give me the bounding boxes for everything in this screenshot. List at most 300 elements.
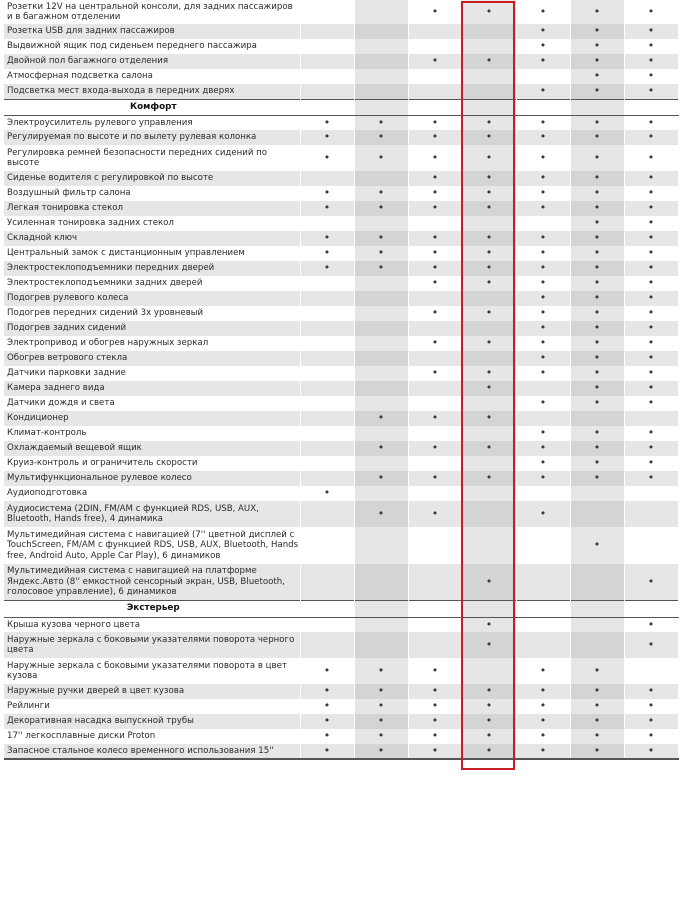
section-spacer-cell — [354, 600, 408, 617]
availability-dot: • — [354, 130, 408, 145]
availability-dot: • — [354, 658, 408, 684]
feature-name: Сиденье водителя с регулировкой по высоте — [4, 171, 300, 186]
availability-empty — [408, 216, 462, 231]
availability-dot: • — [300, 231, 354, 246]
availability-dot: • — [624, 231, 678, 246]
availability-dot: • — [300, 714, 354, 729]
availability-empty — [462, 486, 516, 501]
availability-dot: • — [408, 145, 462, 171]
availability-dot: • — [408, 201, 462, 216]
availability-empty — [462, 501, 516, 527]
availability-empty — [462, 396, 516, 411]
feature-row — [4, 321, 678, 336]
availability-dot: • — [570, 527, 624, 564]
availability-dot: • — [516, 744, 570, 759]
availability-dot: • — [570, 171, 624, 186]
availability-dot: • — [516, 130, 570, 145]
feature-row — [4, 486, 678, 501]
availability-empty — [408, 617, 462, 632]
availability-dot: • — [516, 39, 570, 54]
availability-dot: • — [408, 501, 462, 527]
availability-dot: • — [570, 69, 624, 84]
feature-row — [4, 216, 678, 231]
availability-dot: • — [624, 0, 678, 24]
feature-row — [4, 336, 678, 351]
availability-dot: • — [624, 69, 678, 84]
availability-empty — [516, 381, 570, 396]
availability-empty — [516, 486, 570, 501]
availability-dot: • — [354, 471, 408, 486]
availability-empty — [570, 632, 624, 658]
availability-dot: • — [408, 276, 462, 291]
availability-dot: • — [354, 699, 408, 714]
feature-row — [4, 291, 678, 306]
availability-dot: • — [408, 115, 462, 130]
availability-dot: • — [408, 658, 462, 684]
availability-empty — [354, 39, 408, 54]
availability-dot: • — [624, 201, 678, 216]
availability-dot: • — [354, 145, 408, 171]
section-spacer-cell — [570, 600, 624, 617]
feature-row — [4, 231, 678, 246]
availability-dot: • — [462, 744, 516, 759]
availability-dot: • — [516, 441, 570, 456]
availability-dot: • — [624, 632, 678, 658]
section-spacer-cell — [516, 99, 570, 115]
availability-dot: • — [462, 261, 516, 276]
availability-dot: • — [516, 115, 570, 130]
availability-empty — [624, 658, 678, 684]
availability-empty — [300, 24, 354, 39]
feature-name: Кондиционер — [4, 411, 300, 426]
availability-empty — [300, 617, 354, 632]
availability-dot: • — [624, 216, 678, 231]
availability-dot: • — [624, 115, 678, 130]
availability-dot: • — [462, 0, 516, 24]
availability-dot: • — [462, 684, 516, 699]
section-spacer-cell — [462, 600, 516, 617]
availability-dot: • — [570, 456, 624, 471]
availability-dot: • — [624, 729, 678, 744]
availability-empty — [462, 39, 516, 54]
feature-row — [4, 130, 678, 145]
availability-dot: • — [408, 744, 462, 759]
availability-dot: • — [408, 714, 462, 729]
availability-empty — [300, 216, 354, 231]
feature-row — [4, 744, 678, 759]
feature-name: Мультимедийная система с навигацией (7'' цветной дисплей с TouchScreen, FM/AM с функцией RDS, USB, AUX, Bluetooth, Hands free, Android Auto, Apple Car Play), 6 динамиков — [4, 527, 300, 564]
availability-dot: • — [354, 261, 408, 276]
availability-empty — [300, 321, 354, 336]
availability-empty — [462, 69, 516, 84]
feature-row — [4, 617, 678, 632]
availability-dot: • — [516, 396, 570, 411]
feature-name: Розетки 12V на центральной консоли, для задних пассажиров и в багажном отделении — [4, 0, 300, 24]
availability-dot: • — [624, 276, 678, 291]
availability-dot: • — [354, 744, 408, 759]
availability-empty — [354, 381, 408, 396]
feature-name: Крыша кузова черного цвета — [4, 617, 300, 632]
feature-row — [4, 306, 678, 321]
availability-empty — [354, 366, 408, 381]
availability-dot: • — [462, 632, 516, 658]
availability-empty — [300, 84, 354, 99]
availability-dot: • — [570, 24, 624, 39]
availability-dot: • — [462, 115, 516, 130]
feature-row — [4, 54, 678, 69]
availability-dot: • — [354, 115, 408, 130]
availability-dot: • — [300, 729, 354, 744]
availability-dot: • — [624, 471, 678, 486]
availability-empty — [354, 69, 408, 84]
availability-dot: • — [516, 201, 570, 216]
availability-dot: • — [516, 456, 570, 471]
feature-row — [4, 396, 678, 411]
availability-dot: • — [462, 145, 516, 171]
feature-row — [4, 441, 678, 456]
availability-dot: • — [516, 501, 570, 527]
availability-empty — [300, 0, 354, 24]
availability-dot: • — [300, 261, 354, 276]
availability-dot: • — [408, 54, 462, 69]
section-spacer-cell — [300, 99, 354, 115]
availability-empty — [300, 501, 354, 527]
availability-empty — [408, 321, 462, 336]
availability-empty — [570, 501, 624, 527]
availability-empty — [354, 456, 408, 471]
availability-empty — [300, 426, 354, 441]
availability-dot: • — [570, 115, 624, 130]
availability-empty — [408, 527, 462, 564]
feature-row — [4, 456, 678, 471]
availability-dot: • — [300, 684, 354, 699]
availability-dot: • — [300, 130, 354, 145]
availability-empty — [624, 411, 678, 426]
feature-name: Датчики парковки задние — [4, 366, 300, 381]
availability-dot: • — [354, 246, 408, 261]
availability-empty — [516, 411, 570, 426]
feature-name: Подсветка мест входа-выхода в передних дверях — [4, 84, 300, 99]
feature-name: Аудиоподготовка — [4, 486, 300, 501]
availability-dot: • — [570, 186, 624, 201]
availability-empty — [354, 564, 408, 600]
availability-dot: • — [624, 617, 678, 632]
availability-dot: • — [300, 186, 354, 201]
feature-row — [4, 527, 678, 564]
availability-dot: • — [624, 306, 678, 321]
availability-dot: • — [516, 714, 570, 729]
availability-dot: • — [516, 471, 570, 486]
availability-dot: • — [516, 366, 570, 381]
availability-dot: • — [462, 699, 516, 714]
availability-dot: • — [570, 130, 624, 145]
availability-empty — [624, 527, 678, 564]
availability-dot: • — [516, 351, 570, 366]
feature-row — [4, 351, 678, 366]
feature-row — [4, 115, 678, 130]
feature-row — [4, 186, 678, 201]
feature-name: Климат-контроль — [4, 426, 300, 441]
availability-dot: • — [624, 336, 678, 351]
availability-empty — [354, 396, 408, 411]
availability-dot: • — [516, 658, 570, 684]
availability-dot: • — [624, 744, 678, 759]
feature-name: Центральный замок с дистанционным управлением — [4, 246, 300, 261]
feature-name: Электропривод и обогрев наружных зеркал — [4, 336, 300, 351]
availability-empty — [300, 564, 354, 600]
availability-dot: • — [408, 336, 462, 351]
availability-dot: • — [570, 426, 624, 441]
feature-name: Охлаждаемый вещевой ящик — [4, 441, 300, 456]
availability-empty — [462, 84, 516, 99]
feature-name: Рейлинги — [4, 699, 300, 714]
availability-empty — [300, 69, 354, 84]
availability-empty — [462, 216, 516, 231]
feature-name: Мультифункциональное рулевое колесо — [4, 471, 300, 486]
availability-empty — [408, 632, 462, 658]
feature-row — [4, 39, 678, 54]
availability-dot: • — [516, 276, 570, 291]
feature-row — [4, 201, 678, 216]
availability-dot: • — [408, 130, 462, 145]
feature-row — [4, 564, 678, 600]
feature-row — [4, 699, 678, 714]
availability-empty — [462, 658, 516, 684]
feature-name: Круиз-контроль и ограничитель скорости — [4, 456, 300, 471]
availability-empty — [462, 24, 516, 39]
availability-empty — [300, 527, 354, 564]
feature-name: Наружные зеркала с боковыми указателями поворота в цвет кузова — [4, 658, 300, 684]
feature-row — [4, 714, 678, 729]
section-spacer-cell — [354, 99, 408, 115]
feature-name: Подогрев рулевого колеса — [4, 291, 300, 306]
feature-row — [4, 261, 678, 276]
availability-empty — [300, 39, 354, 54]
equipment-table-container — [4, 0, 678, 760]
section-spacer-cell — [570, 99, 624, 115]
availability-empty — [300, 471, 354, 486]
feature-name: Подогрев задних сидений — [4, 321, 300, 336]
availability-dot: • — [300, 658, 354, 684]
feature-name: Атмосферная подсветка салона — [4, 69, 300, 84]
section-header-row — [4, 600, 678, 617]
feature-name: Складной ключ — [4, 231, 300, 246]
availability-empty — [300, 336, 354, 351]
availability-dot: • — [624, 130, 678, 145]
availability-empty — [354, 306, 408, 321]
availability-empty — [300, 456, 354, 471]
section-spacer-cell — [408, 600, 462, 617]
availability-empty — [624, 501, 678, 527]
feature-row — [4, 501, 678, 527]
availability-dot: • — [570, 471, 624, 486]
availability-empty — [300, 351, 354, 366]
availability-dot: • — [354, 186, 408, 201]
availability-empty — [408, 456, 462, 471]
availability-empty — [354, 527, 408, 564]
feature-name: Мультимедийная система с навигацией на платформе Яндекс.Авто (8'' емкостной сенсорный экран, USB, Bluetooth, голосовое управление), 6 динамиков — [4, 564, 300, 600]
availability-empty — [354, 426, 408, 441]
feature-name: Декоративная насадка выпускной трубы — [4, 714, 300, 729]
availability-dot: • — [570, 231, 624, 246]
availability-dot: • — [624, 186, 678, 201]
availability-dot: • — [516, 0, 570, 24]
availability-dot: • — [462, 471, 516, 486]
availability-dot: • — [354, 411, 408, 426]
availability-dot: • — [516, 291, 570, 306]
availability-empty — [570, 564, 624, 600]
availability-dot: • — [354, 231, 408, 246]
feature-row — [4, 171, 678, 186]
availability-dot: • — [570, 441, 624, 456]
availability-dot: • — [408, 246, 462, 261]
feature-name: Камера заднего вида — [4, 381, 300, 396]
availability-dot: • — [516, 171, 570, 186]
availability-dot: • — [462, 617, 516, 632]
availability-empty — [408, 351, 462, 366]
availability-dot: • — [408, 699, 462, 714]
availability-dot: • — [570, 351, 624, 366]
feature-row — [4, 471, 678, 486]
availability-empty — [300, 396, 354, 411]
availability-dot: • — [408, 441, 462, 456]
availability-dot: • — [570, 84, 624, 99]
availability-empty — [408, 69, 462, 84]
availability-dot: • — [624, 24, 678, 39]
availability-empty — [408, 84, 462, 99]
feature-name: Электроусилитель рулевого управления — [4, 115, 300, 130]
section-title: Комфорт — [4, 99, 300, 115]
feature-row — [4, 84, 678, 99]
availability-dot: • — [624, 84, 678, 99]
feature-name: 17'' легкосплавные диски Proton — [4, 729, 300, 744]
availability-dot: • — [408, 471, 462, 486]
feature-row — [4, 0, 678, 24]
availability-empty — [408, 396, 462, 411]
feature-row — [4, 145, 678, 171]
section-header-row — [4, 99, 678, 115]
availability-dot: • — [408, 306, 462, 321]
feature-name: Розетка USB для задних пассажиров — [4, 24, 300, 39]
feature-name: Легкая тонировка стекол — [4, 201, 300, 216]
feature-row — [4, 24, 678, 39]
availability-dot: • — [516, 84, 570, 99]
feature-name: Обогрев ветрового стекла — [4, 351, 300, 366]
availability-dot: • — [624, 145, 678, 171]
feature-name: Регулировка ремней безопасности передних сидений по высоте — [4, 145, 300, 171]
availability-dot: • — [462, 564, 516, 600]
availability-empty — [300, 276, 354, 291]
feature-row — [4, 684, 678, 699]
availability-dot: • — [354, 501, 408, 527]
availability-dot: • — [462, 336, 516, 351]
availability-dot: • — [570, 396, 624, 411]
feature-row — [4, 426, 678, 441]
availability-empty — [624, 486, 678, 501]
availability-empty — [516, 632, 570, 658]
availability-empty — [570, 411, 624, 426]
section-spacer-cell — [516, 600, 570, 617]
availability-dot: • — [624, 714, 678, 729]
feature-name: Наружные ручки дверей в цвет кузова — [4, 684, 300, 699]
availability-dot: • — [462, 231, 516, 246]
section-spacer-cell — [300, 600, 354, 617]
availability-dot: • — [300, 115, 354, 130]
availability-dot: • — [516, 426, 570, 441]
availability-empty — [300, 291, 354, 306]
availability-dot: • — [408, 261, 462, 276]
availability-dot: • — [516, 186, 570, 201]
feature-name: Воздушный фильтр салона — [4, 186, 300, 201]
availability-dot: • — [408, 171, 462, 186]
availability-dot: • — [570, 729, 624, 744]
availability-dot: • — [570, 699, 624, 714]
feature-row — [4, 729, 678, 744]
availability-dot: • — [570, 321, 624, 336]
availability-dot: • — [570, 366, 624, 381]
availability-dot: • — [570, 39, 624, 54]
availability-dot: • — [300, 145, 354, 171]
availability-empty — [354, 632, 408, 658]
availability-dot: • — [624, 396, 678, 411]
availability-dot: • — [570, 0, 624, 24]
availability-dot: • — [624, 54, 678, 69]
availability-dot: • — [354, 201, 408, 216]
availability-dot: • — [624, 261, 678, 276]
availability-empty — [354, 336, 408, 351]
availability-empty — [300, 171, 354, 186]
availability-empty — [462, 291, 516, 306]
availability-empty — [354, 54, 408, 69]
section-spacer-cell — [462, 99, 516, 115]
availability-dot: • — [354, 684, 408, 699]
availability-empty — [516, 527, 570, 564]
section-spacer-cell — [408, 99, 462, 115]
availability-dot: • — [570, 261, 624, 276]
availability-dot: • — [570, 145, 624, 171]
section-title: Экстерьер — [4, 600, 300, 617]
availability-dot: • — [624, 351, 678, 366]
availability-dot: • — [624, 456, 678, 471]
feature-name: Датчики дождя и света — [4, 396, 300, 411]
section-spacer-cell — [624, 99, 678, 115]
availability-empty — [408, 24, 462, 39]
equipment-table-body — [4, 0, 678, 759]
availability-dot: • — [462, 714, 516, 729]
availability-dot: • — [624, 171, 678, 186]
availability-dot: • — [516, 684, 570, 699]
availability-dot: • — [624, 441, 678, 456]
availability-empty — [408, 381, 462, 396]
availability-empty — [408, 426, 462, 441]
availability-empty — [516, 564, 570, 600]
availability-dot: • — [462, 366, 516, 381]
availability-dot: • — [624, 699, 678, 714]
availability-dot: • — [624, 564, 678, 600]
availability-empty — [570, 617, 624, 632]
availability-empty — [408, 564, 462, 600]
availability-dot: • — [462, 441, 516, 456]
availability-dot: • — [462, 171, 516, 186]
availability-dot: • — [408, 729, 462, 744]
availability-dot: • — [516, 729, 570, 744]
availability-empty — [354, 216, 408, 231]
feature-name: Выдвижной ящик под сиденьем переднего пассажира — [4, 39, 300, 54]
availability-dot: • — [516, 24, 570, 39]
availability-dot: • — [570, 714, 624, 729]
feature-row — [4, 411, 678, 426]
availability-dot: • — [624, 321, 678, 336]
